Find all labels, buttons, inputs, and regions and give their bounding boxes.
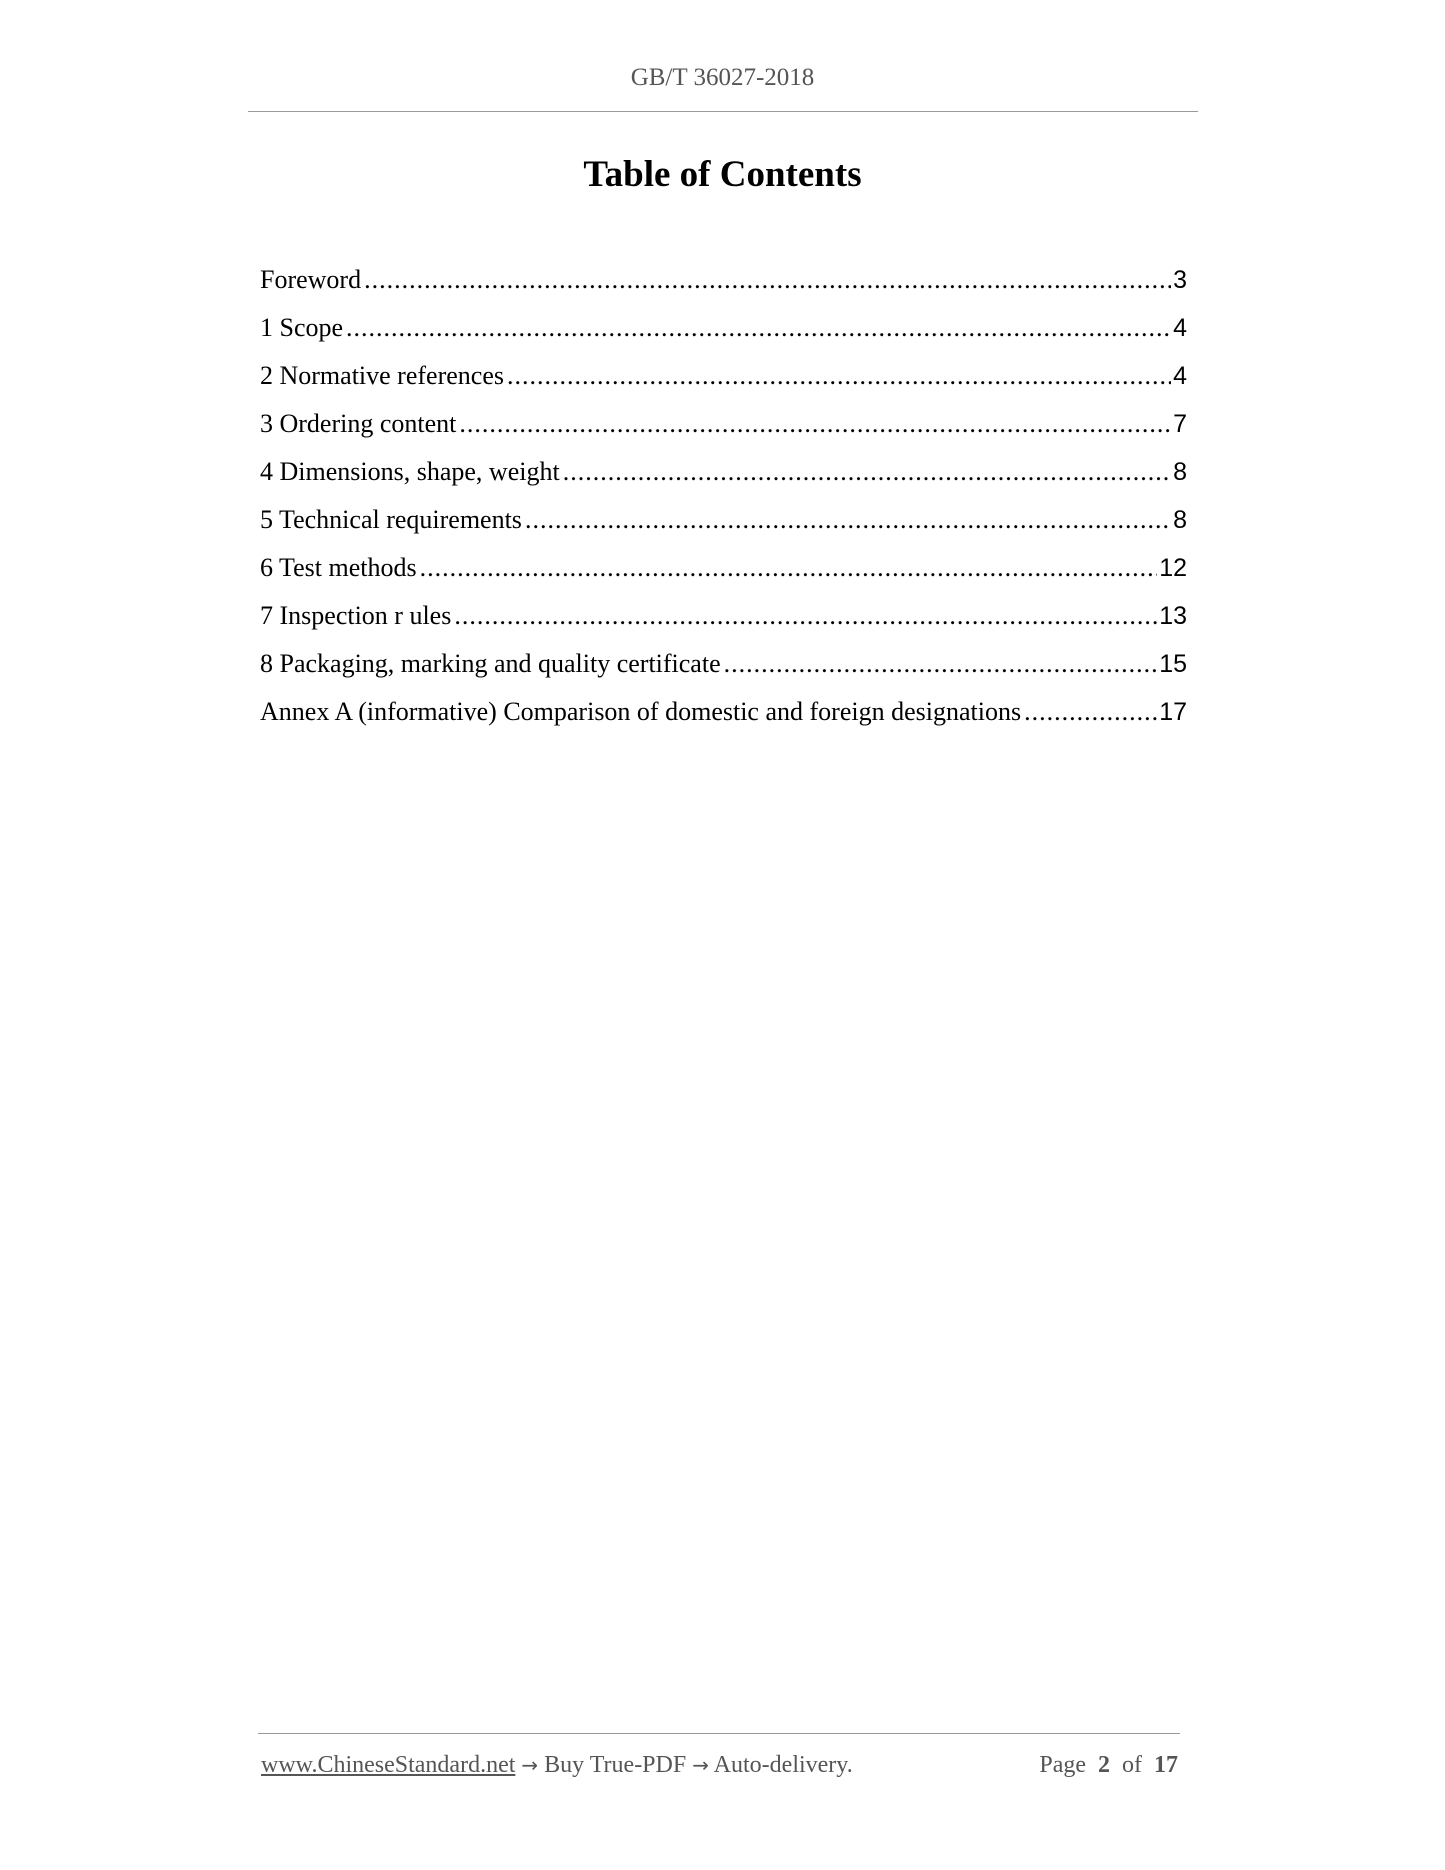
toc-dot-leader xyxy=(525,496,1171,544)
toc-dot-leader xyxy=(1024,688,1157,736)
toc-dot-leader xyxy=(346,304,1171,352)
auto-delivery-text: Auto-delivery. xyxy=(713,1752,853,1778)
toc-dot-leader xyxy=(420,544,1158,592)
toc-entry-inspection-rules[interactable] xyxy=(260,592,1187,640)
toc-entry-page: 3 xyxy=(1173,266,1187,294)
right-arrow-icon: → xyxy=(521,1753,539,1777)
toc-entry-annex-a[interactable] xyxy=(260,688,1187,736)
toc-entry-page: 7 xyxy=(1173,410,1187,438)
toc-entry-label: 4 Dimensions, shape, weight xyxy=(260,457,560,486)
toc-dot-leader xyxy=(724,640,1158,688)
toc-entry-label: 2 Normative references xyxy=(260,361,504,390)
toc-heading: Table of Contents xyxy=(583,154,862,195)
toc-list xyxy=(260,256,1187,736)
toc-entry-page: 13 xyxy=(1159,602,1187,630)
toc-entry-label: 1 Scope xyxy=(260,313,344,342)
toc-entry-label: Annex A (informative) Comparison of domestic and foreign designations xyxy=(260,697,1022,726)
toc-entry-normative-references[interactable] xyxy=(260,352,1187,400)
toc-dot-leader xyxy=(454,592,1157,640)
toc-entry-page: 15 xyxy=(1159,650,1187,678)
toc-entry-label: 3 Ordering content xyxy=(260,409,457,438)
page-number xyxy=(1039,1752,1178,1779)
total-page-count: 17 xyxy=(1154,1752,1178,1778)
current-page-number: 2 xyxy=(1098,1752,1110,1778)
buy-true-pdf-text: Buy True-PDF xyxy=(544,1752,687,1778)
toc-entry-label: 8 Packaging, marking and quality certificate xyxy=(260,649,721,678)
toc-entry-page: 17 xyxy=(1159,698,1187,726)
toc-entry-page: 12 xyxy=(1159,554,1187,582)
toc-entry-ordering-content[interactable] xyxy=(260,400,1187,448)
toc-dot-leader xyxy=(507,352,1171,400)
toc-entry-label: 5 Technical requirements xyxy=(260,505,522,534)
page-footer xyxy=(261,1752,1178,1784)
toc-entry-technical-requirements[interactable] xyxy=(260,496,1187,544)
toc-entry-foreword[interactable] xyxy=(260,256,1187,304)
toc-entry-label: 6 Test methods xyxy=(260,553,417,582)
document-code-header: GB/T 36027-2018 xyxy=(630,64,815,91)
toc-entry-page: 8 xyxy=(1173,458,1187,486)
toc-entry-page: 8 xyxy=(1173,506,1187,534)
toc-entry-dimensions[interactable] xyxy=(260,448,1187,496)
page-word: Page xyxy=(1039,1752,1086,1778)
footer-divider xyxy=(258,1733,1180,1734)
toc-entry-scope[interactable] xyxy=(260,304,1187,352)
toc-entry-packaging[interactable] xyxy=(260,640,1187,688)
toc-entry-label: Foreword xyxy=(260,265,362,294)
toc-entry-test-methods[interactable] xyxy=(260,544,1187,592)
toc-entry-page: 4 xyxy=(1173,314,1187,342)
right-arrow-icon: → xyxy=(692,1753,709,1777)
toc-dot-leader xyxy=(563,448,1171,496)
of-word: of xyxy=(1122,1752,1142,1778)
toc-dot-leader xyxy=(364,256,1171,304)
toc-entry-page: 4 xyxy=(1173,362,1187,390)
toc-entry-label: 7 Inspection r ules xyxy=(260,601,452,630)
website-link[interactable]: www.ChineseStandard.net xyxy=(261,1752,516,1778)
toc-dot-leader xyxy=(459,400,1171,448)
header-divider xyxy=(248,111,1198,112)
footer-promo xyxy=(261,1752,853,1779)
